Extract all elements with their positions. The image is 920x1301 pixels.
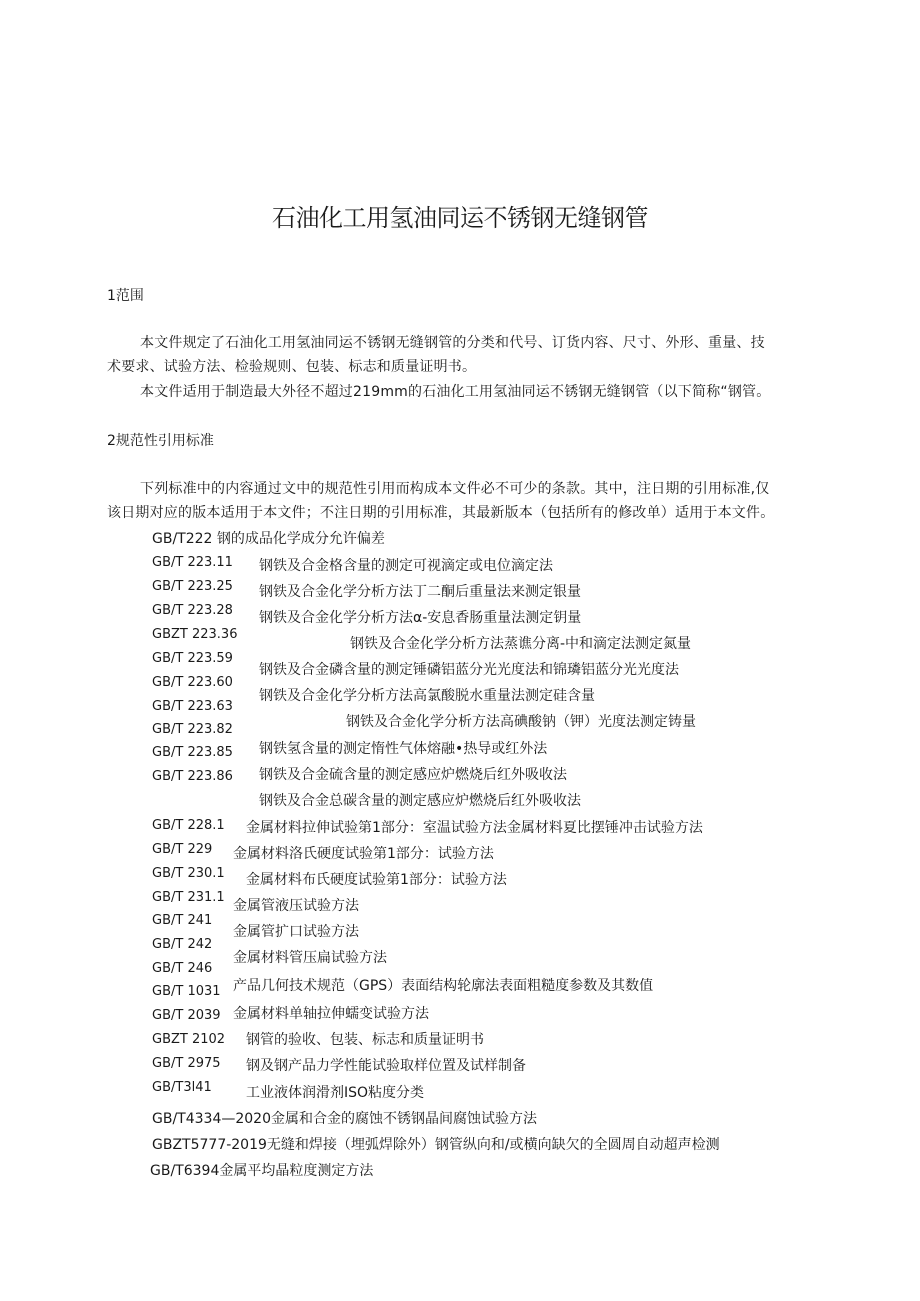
reference-title: 钢铁及合金硫含量的测定感应炉燃烧后红外吸收法 bbox=[259, 767, 567, 783]
reference-title: 钢铁及合金化学分析方法丁二酮后重量法来测定银量 bbox=[259, 584, 581, 600]
reference-title: 钢铁及合金化学分析方法高碘酸钠（钾）光度法测定铸量 bbox=[346, 714, 696, 730]
reference-full-line: GB/T4334—2020金属和合金的腐蚀不锈钢晶间腐蚀试验方法 bbox=[152, 1111, 537, 1127]
section-1-para-2: 本文件适用于制造最大外径不超过219mm的石油化工用氢油同运不锈钢无缝钢管（以下简称“钢管。 bbox=[140, 384, 771, 400]
reference-title: 钢铁及合金磷含量的测定锤磷铝蓝分光光度法和锦璘铝蓝分光光度法 bbox=[259, 662, 679, 678]
reference-code: GB/T 229 bbox=[152, 842, 213, 857]
reference-code: GBZT 223.36 bbox=[152, 627, 238, 642]
reference-title: 钢管的验收、包装、标志和质量证明书 bbox=[246, 1032, 484, 1048]
reference-title: 钢铁及合金总碳含量的测定感应炉燃烧后红外吸收法 bbox=[259, 793, 581, 809]
reference-code: GB/T 1031 bbox=[152, 984, 221, 999]
reference-code: GB/T 223.63 bbox=[152, 699, 233, 714]
reference-full-line: GBZT5777-2019无缝和焊接（埋弧焊除外）钢管纵向和/或横向缺欠的全圆周自动超声检测 bbox=[152, 1137, 720, 1153]
section-2-para-line-2: 该日期对应的版本适用于本文件；不注日期的引用标准，其最新版本（包括所有的修改单）适用于本文件。 bbox=[107, 505, 775, 521]
reference-title: 金属材料单轴拉伸蠕变试验方法 bbox=[233, 1006, 429, 1022]
reference-title: 工业液体润滑剂ISO粘度分类 bbox=[246, 1085, 425, 1101]
reference-code: GB/T 246 bbox=[152, 961, 213, 976]
reference-title: 产品几何技术规范（GPS）表面结构轮廓法表面粗糙度参数及其数值 bbox=[233, 978, 654, 994]
section-2-heading: 2规范性引用标准 bbox=[107, 433, 214, 449]
reference-code: GB/T 223.85 bbox=[152, 745, 233, 760]
reference-code: GB/T 223.60 bbox=[152, 675, 233, 690]
reference-code: GB/T 223.11 bbox=[152, 555, 233, 570]
reference-title: 金属材料管压扁试验方法 bbox=[233, 950, 387, 966]
reference-title: 钢铁及合金化学分析方法蒸谯分离-中和滴定法测定氮量 bbox=[350, 636, 692, 652]
reference-code: GB/T 228.1 bbox=[152, 818, 225, 833]
reference-title: 钢铁及合金化学分析方法α-安息香肠重量法测定钥量 bbox=[259, 610, 582, 626]
reference-title: 金属管液压试验方法 bbox=[233, 898, 359, 914]
reference-code: GB/T3l41 bbox=[152, 1080, 212, 1095]
reference-code: GB/T 223.25 bbox=[152, 579, 233, 594]
reference-title: 钢铁及合金化学分析方法高氯酸脱水重量法测定硅含量 bbox=[259, 688, 595, 704]
reference-code: GB/T 230.1 bbox=[152, 866, 225, 881]
document-title: 石油化工用氢油同运不锈钢无缝钢管 bbox=[272, 204, 648, 232]
section-1-para-1-line-2: 术要求、试验方法、检验规则、包装、标志和质量证明书。 bbox=[107, 359, 477, 375]
reference-code: GB/T 223.86 bbox=[152, 769, 233, 784]
reference-title: 金属管扩口试验方法 bbox=[233, 924, 359, 940]
reference-title: 钢及钢产品力学性能试验取样位置及试样制备 bbox=[246, 1058, 526, 1074]
reference-title: 金属材料拉伸试验第1部分：室温试验方法金属材料夏比摆锤冲击试验方法 bbox=[246, 820, 703, 836]
reference-code: GB/T 242 bbox=[152, 937, 213, 952]
reference-code: GB/T 241 bbox=[152, 913, 213, 928]
section-1-heading: 1范围 bbox=[107, 288, 144, 304]
reference-title: 金属材料布氏硬度试验第1部分：试验方法 bbox=[246, 872, 507, 888]
section-1-para-1-line-1: 本文件规定了石油化工用氢油同运不锈钢无缝钢管的分类和代号、订货内容、尺寸、外形、重量、技 bbox=[140, 335, 765, 351]
reference-code: GB/T 2039 bbox=[152, 1008, 221, 1023]
reference-code: GB/T 223.28 bbox=[152, 603, 233, 618]
reference-full-line: GB/T6394金属平均晶粒度测定方法 bbox=[150, 1163, 374, 1179]
reference-code: GB/T 223.82 bbox=[152, 722, 233, 737]
reference-code: GBZT 2102 bbox=[152, 1032, 226, 1047]
reference-title: 钢铁氢含量的测定惰性气体熔融•热导或红外法 bbox=[259, 741, 548, 757]
reference-code: GB/T222 钢的成品化学成分允许偏差 bbox=[152, 531, 385, 547]
reference-title: 金属材料洛氏硬度试验第1部分：试验方法 bbox=[233, 846, 494, 862]
reference-code: GB/T 2975 bbox=[152, 1056, 221, 1071]
reference-code: GB/T 223.59 bbox=[152, 651, 233, 666]
reference-title: 钢铁及合金格含量的测定可视滴定或电位滴定法 bbox=[259, 558, 553, 574]
section-2-para-line-1: 下列标准中的内容通过文中的规范性引用而构成本文件必不可少的条款。其中，注日期的引用标准,仅 bbox=[140, 481, 770, 497]
reference-code: GB/T 231.1 bbox=[152, 890, 225, 905]
